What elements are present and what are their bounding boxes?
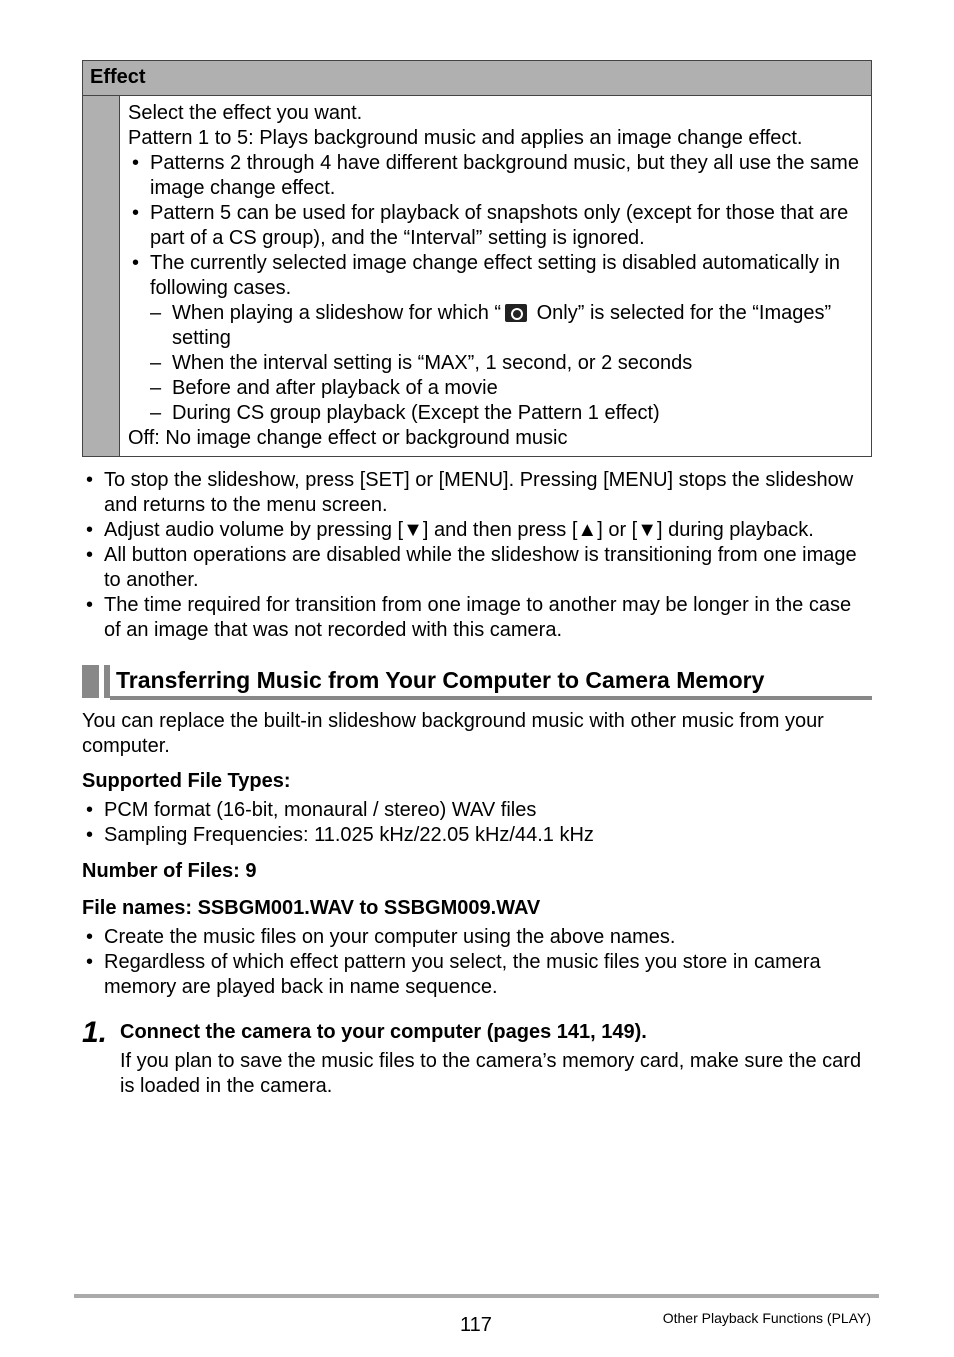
up-arrow-icon: ▲ <box>577 519 598 541</box>
effect-bullet: • Patterns 2 through 4 have different background music, but they all use the same image change effect. <box>128 151 863 201</box>
note-volume-text: Adjust audio volume by pressing [ <box>104 519 404 541</box>
section-heading <box>82 662 872 700</box>
note-item: • To stop the slideshow, press [SET] or [MENU]. Pressing [MENU] stops the slideshow and returns to the menu screen. <box>82 468 872 518</box>
supported-types-block <box>82 769 872 848</box>
note-volume-text: ] or [ <box>597 519 638 541</box>
effect-table-gutter <box>83 96 120 456</box>
effect-bullet: • Pattern 5 can be used for playback of snapshots only (except for those that are part of a CS group), and the “Interval” setting is ignored. <box>128 201 863 251</box>
file-names-item: • Create the music files on your computer using the above names. <box>82 925 872 950</box>
effect-off-line: Off: No image change effect or background music <box>128 427 568 449</box>
supported-type-item: • Sampling Frequencies: 11.025 kHz/22.05 kHz/44.1 kHz <box>82 823 872 848</box>
effect-table-content <box>120 96 871 456</box>
supported-types-heading: Supported File Types: <box>82 770 291 792</box>
snapshot-camera-icon <box>505 304 527 322</box>
effect-table-body <box>83 96 871 456</box>
effect-table-header: Effect <box>83 61 871 96</box>
heading-bar-decoration <box>104 665 110 698</box>
page-number: 117 <box>460 1314 492 1336</box>
heading-underline <box>110 696 872 700</box>
note-item <box>82 518 872 543</box>
section-intro: You can replace the built-in slideshow background music with other music from your computer. <box>82 710 824 757</box>
section-title: Transferring Music from Your Computer to Camera Memory <box>116 667 765 693</box>
file-names-item: • Regardless of which effect pattern you select, the music files you store in camera memory are played back in name sequence. <box>82 950 872 1000</box>
note-item: • The time required for transition from one image to another may be longer in the case of an image that was not recorded with this camera. <box>82 593 872 643</box>
footer-divider <box>74 1294 879 1298</box>
dash-text-before: When playing a slideshow for which “ <box>172 302 502 324</box>
effect-dash-item <box>128 301 863 351</box>
down-arrow-icon: ▼ <box>403 519 423 541</box>
effect-dash-item: – When the interval setting is “MAX”, 1 second, or 2 seconds <box>128 351 863 376</box>
effect-dash-item: – During CS group playback (Except the Pattern 1 effect) <box>128 401 863 426</box>
note-item: • All button operations are disabled while the slideshow is transitioning from one image to another. <box>82 543 872 593</box>
step-text: If you plan to save the music files to the camera’s memory card, make sure the card is loaded in the camera. <box>120 1050 862 1097</box>
heading-bar-decoration <box>82 665 99 698</box>
step-number: 1. <box>82 1016 108 1049</box>
dash-text-after: Only” is selected for the “Images” setting <box>172 302 832 349</box>
file-names-heading: File names: SSBGM001.WAV to SSBGM009.WAV <box>82 897 541 919</box>
supported-type-item: • PCM format (16-bit, monaural / stereo) WAV files <box>82 798 872 823</box>
effect-pattern-line: Pattern 1 to 5: Plays background music and applies an image change effect. <box>128 127 803 149</box>
slideshow-notes <box>82 468 872 643</box>
effect-dash-item: – Before and after playback of a movie <box>128 376 863 401</box>
note-volume-text: ] during playback. <box>657 519 814 541</box>
effect-intro: Select the effect you want. <box>128 102 363 124</box>
number-of-files-text: Number of Files: 9 <box>82 860 257 882</box>
effect-table <box>82 60 872 457</box>
down-arrow-icon: ▼ <box>637 519 658 541</box>
footer-section-name: Other Playback Functions (PLAY) <box>662 1310 871 1326</box>
effect-bullet: • The currently selected image change effect setting is disabled automatically in following cases. <box>128 251 863 301</box>
note-volume-text: ] and then press [ <box>422 519 578 541</box>
step-title: Connect the camera to your computer (pages 141, 149). <box>120 1021 647 1043</box>
file-names-block <box>82 896 872 1000</box>
number-of-files-heading <box>82 859 872 884</box>
